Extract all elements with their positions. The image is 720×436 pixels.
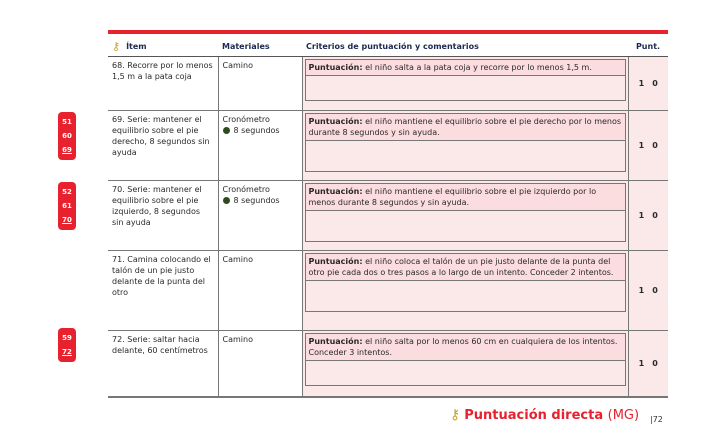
criteria-cell xyxy=(302,111,628,181)
criteria-label: Puntuación: xyxy=(308,337,363,346)
criteria-text xyxy=(305,59,626,76)
score-cell xyxy=(628,111,668,181)
table-header-row xyxy=(108,36,668,57)
criteria-label: Puntuación: xyxy=(308,63,363,72)
score-one[interactable]: 1 xyxy=(638,211,645,220)
material-detail: 8 segundos xyxy=(233,126,280,135)
criteria-label: Puntuación: xyxy=(308,117,363,126)
table-row xyxy=(108,331,668,397)
criteria-text xyxy=(305,253,626,281)
material-cell xyxy=(218,331,302,397)
page-tab-number[interactable]: 60 xyxy=(62,132,72,140)
score-cell xyxy=(628,331,668,397)
criteria-text xyxy=(305,113,626,141)
table-row xyxy=(108,111,668,181)
footer-rule xyxy=(108,396,668,398)
material-name: Cronómetro xyxy=(222,115,270,124)
key-icon: ⚷ xyxy=(450,407,461,423)
criteria-blank xyxy=(305,211,626,242)
material-detail: 8 segundos xyxy=(233,196,280,205)
item-text: 72. Serie: saltar hacia delante, 60 centímetros xyxy=(108,331,218,397)
table-row xyxy=(108,251,668,331)
page-tab-number[interactable]: 72 xyxy=(62,348,72,356)
score-sheet xyxy=(108,36,668,397)
footer-title xyxy=(450,407,639,423)
material-name: Camino xyxy=(222,61,253,70)
item-text: 68. Recorre por lo menos 1,5 m a la pata coja xyxy=(108,57,218,111)
criteria-cell xyxy=(302,251,628,331)
page-tab-group[interactable] xyxy=(58,182,76,230)
header-materiales: Materiales xyxy=(218,36,302,57)
criteria-blank xyxy=(305,141,626,172)
page-number: |72 xyxy=(650,415,663,424)
footer-title-text: Puntuación directa xyxy=(464,408,604,423)
page-tab-number[interactable]: 69 xyxy=(62,146,72,154)
criteria-text xyxy=(305,183,626,211)
material-cell xyxy=(218,181,302,251)
score-cell xyxy=(628,181,668,251)
page-tab-number[interactable]: 51 xyxy=(62,118,72,126)
item-text: 69. Serie: mantener el equilibrio sobre el pie derecho, 8 segundos sin ayuda xyxy=(108,111,218,181)
top-red-rule xyxy=(108,30,668,34)
score-table xyxy=(108,36,668,397)
material-cell xyxy=(218,111,302,181)
header-punt: Punt. xyxy=(628,36,668,57)
criteria-body: el niño coloca el talón de un pie justo delante de la punta del otro pie cada dos o tres pasos a lo largo de un intento. Conceder 2 intentos. xyxy=(308,257,614,277)
criteria-cell xyxy=(302,331,628,397)
score-zero[interactable]: 0 xyxy=(652,211,658,220)
page-tab-number[interactable]: 59 xyxy=(62,334,72,342)
criteria-blank xyxy=(305,281,626,312)
criteria-cell xyxy=(302,181,628,251)
page-tab-group[interactable] xyxy=(58,328,76,362)
header-criterios: Criterios de puntuación y comentarios xyxy=(302,36,628,57)
score-zero[interactable]: 0 xyxy=(652,286,658,295)
page-tab-group[interactable] xyxy=(58,112,76,160)
criteria-cell xyxy=(302,57,628,111)
score-one[interactable]: 1 xyxy=(638,141,645,150)
score-one[interactable]: 1 xyxy=(638,359,645,368)
criteria-body: el niño salta por lo menos 60 cm en cualquiera de los intentos. Conceder 3 intentos. xyxy=(308,337,618,357)
material-name: Camino xyxy=(222,255,253,264)
criteria-text xyxy=(305,333,626,361)
bullet-icon xyxy=(223,197,230,204)
score-one[interactable]: 1 xyxy=(638,79,645,88)
page-tab-number[interactable]: 70 xyxy=(62,216,72,224)
table-row xyxy=(108,57,668,111)
criteria-body: el niño mantiene el equilibrio sobre el pie izquierdo por lo menos durante 8 segundos y sin ayuda. xyxy=(308,187,597,207)
criteria-label: Puntuación: xyxy=(308,257,363,266)
score-cell xyxy=(628,57,668,111)
score-zero[interactable]: 0 xyxy=(652,359,658,368)
material-cell xyxy=(218,57,302,111)
key-icon: ⚷ xyxy=(112,39,121,53)
material-name: Camino xyxy=(222,335,253,344)
criteria-body: el niño mantiene el equilibrio sobre el pie derecho por lo menos durante 8 segundos y sin ayuda. xyxy=(308,117,622,137)
header-item: ⚷ Ítem xyxy=(108,36,218,57)
criteria-blank xyxy=(305,76,626,101)
item-text: 71. Camina colocando el talón de un pie justo delante de la punta del otro xyxy=(108,251,218,331)
criteria-body: el niño salta a la pata coja y recorre por lo menos 1,5 m. xyxy=(365,63,592,72)
page-tab-number[interactable]: 61 xyxy=(62,202,72,210)
item-text: 70. Serie: mantener el equilibrio sobre el pie izquierdo, 8 segundos sin ayuda xyxy=(108,181,218,251)
table-row xyxy=(108,181,668,251)
score-cell xyxy=(628,251,668,331)
score-one[interactable]: 1 xyxy=(638,286,645,295)
footer-title-suffix: (MG) xyxy=(607,408,640,423)
material-cell xyxy=(218,251,302,331)
score-zero[interactable]: 0 xyxy=(652,79,658,88)
score-zero[interactable]: 0 xyxy=(652,141,658,150)
bullet-icon xyxy=(223,127,230,134)
criteria-blank xyxy=(305,361,626,386)
material-name: Cronómetro xyxy=(222,185,270,194)
criteria-label: Puntuación: xyxy=(308,187,363,196)
page-tab-number[interactable]: 52 xyxy=(62,188,72,196)
